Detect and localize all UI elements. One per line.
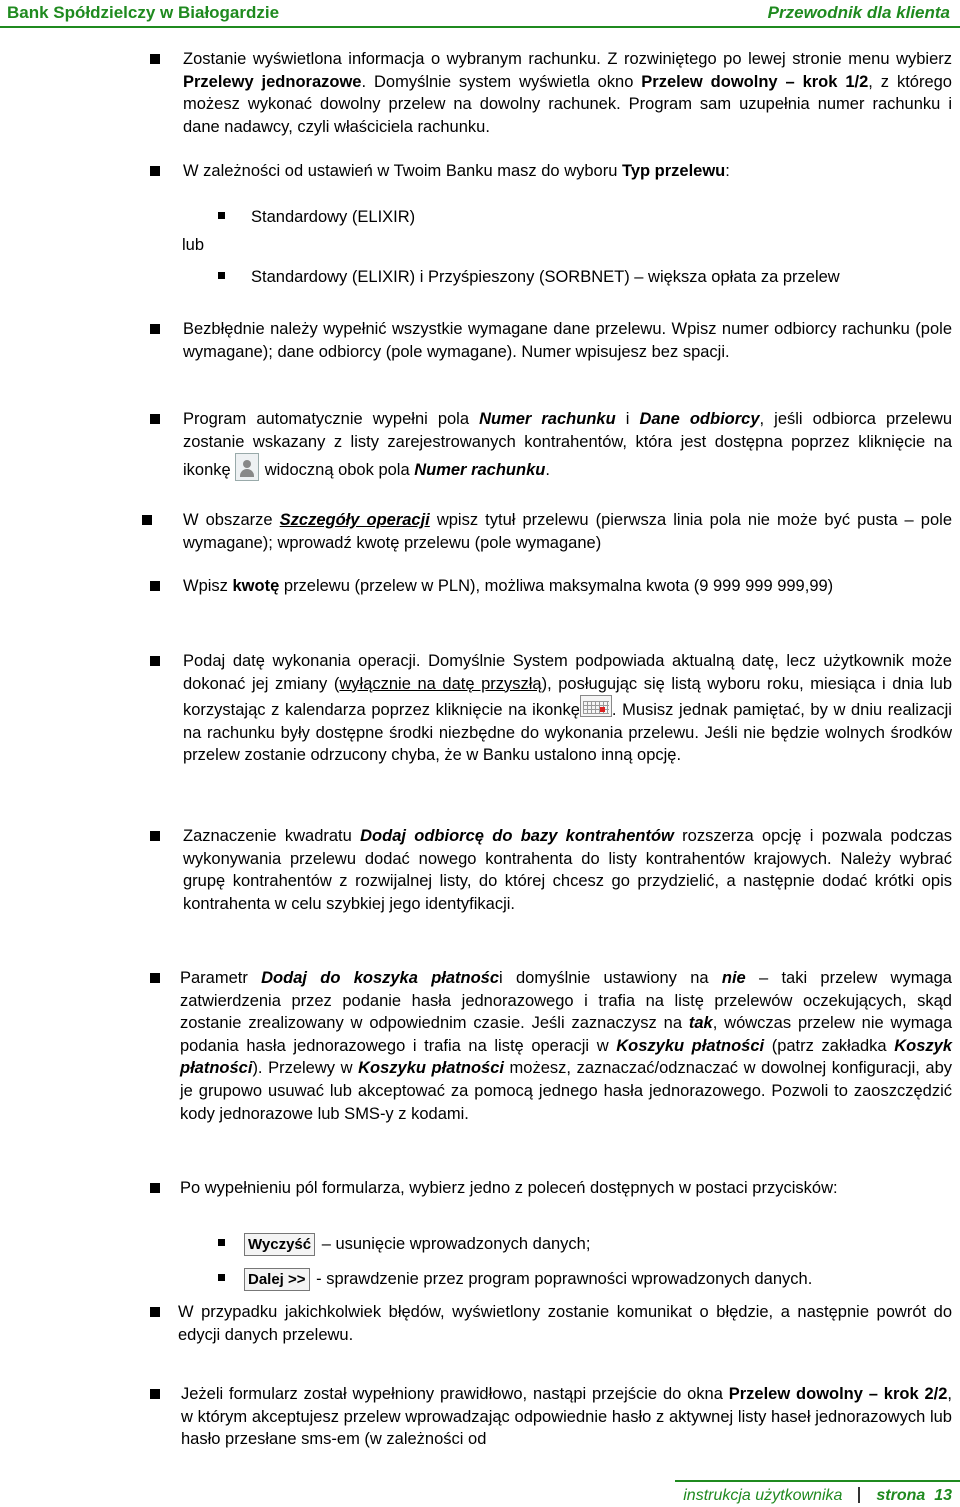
bullet-paragraph-7: Podaj datę wykonania operacji. Domyślnie System podpowiada aktualną datę, lecz użytkownik może dokonać jej zmiany (wyłącznie na datę przyszłą), posługując się listą wyboru roku, miesiąca i dnia lub korzystając z kalendarza poprzez kliknięcie na ikonkę . Musisz jednak pamiętać, by w dniu realizacji na rachunku były dostępne środki niezbędne do wykonania przelewu. Jeśli nie będzie wolnych środków przelew zostanie odrzucony chyba, że w Banku ustalono inną opcję. <box>150 650 952 767</box>
guide-title: Przewodnik dla klienta <box>767 3 950 22</box>
footer-divider <box>675 1480 960 1482</box>
sub-bullet-icon <box>218 1239 225 1246</box>
bank-name: Bank Spółdzielczy w Białogardzie <box>7 3 280 22</box>
bullet-paragraph-4: Program automatycznie wypełni pola Numer rachunku i Dane odbiorcy, jeśli odbiorca przelewu zostanie wskazany z listy zarejestrowanych kontrahentów, która jest dostępna poprzez kliknięcie na ikonkę widoczną obok pola Numer rachunku. <box>150 408 952 482</box>
next-button-description: Dalej >> - sprawdzenie przez program poprawności wprowadzonych danych. <box>218 1268 812 1291</box>
bullet-square-icon <box>150 166 160 176</box>
footer-doc-title: instrukcja użytkownika <box>683 1487 843 1504</box>
footer-text <box>683 1487 952 1505</box>
calendar-icon[interactable] <box>580 695 612 717</box>
page-label: strona <box>876 1487 926 1504</box>
page-number: 13 <box>934 1487 952 1504</box>
bullet-square-icon <box>150 414 160 424</box>
bullet-paragraph-10: Po wypełnieniu pól formularza, wybierz jedno z poleceń dostępnych w postaci przycisków: <box>150 1177 952 1200</box>
or-label: lub <box>182 236 205 254</box>
bullet-paragraph-9: Parametr Dodaj do koszyka płatności domyślnie ustawiony na nie – taki przelew wymaga zatwierdzenia przez podanie hasła jednorazowego i trafia na listę przelewów oczekujących, skąd zostanie zrealizowany w odpowiednim czasie. Jeśli zaznaczysz na tak, wówczas przelew nie wymaga podania hasła jednorazowego i trafia na listę operacji w Koszyku płatności (patrz zakładka Koszyk płatności). Przelewy w Koszyku płatności możesz, zaznaczać/odznaczać w dowolnej konfiguracji, aby je grupowo usuwać lub akceptować za pomocą jednego hasła jednorazowego. Pozwoli to zaoszczędzić kody jednorazowe lub SMS-y z kodami. <box>150 967 952 1125</box>
page-footer <box>0 1480 960 1507</box>
bullet-paragraph-3: Bezbłędnie należy wypełnić wszystkie wymagane dane przelewu. Wpisz numer odbiorcy rachunku (pole wymagane); dane odbiorcy (pole wymagane). Numer wpisujesz bez spacji. <box>150 318 952 363</box>
bullet-paragraph-2: W zależności od ustawień w Twoim Banku masz do wyboru Typ przelewu: <box>150 160 952 183</box>
sub-bullet-icon <box>218 272 225 279</box>
next-button[interactable]: Dalej >> <box>244 1268 310 1291</box>
sub-bullet-icon <box>218 212 225 219</box>
footer-separator <box>858 1487 860 1503</box>
bullet-paragraph-1: Zostanie wyświetlona informacja o wybranym rachunku. Z rozwiniętego po lewej stronie menu wybierz Przelewy jednorazowe. Domyślnie system wyświetla okno Przelew dowolny – krok 1/2, z którego możesz wykonać dowolny przelew na dowolny rachunek. Program sam uzupełnia numer rachunku i dane nadawcy, czyli właściciela rachunku. <box>150 48 952 138</box>
clear-button-description: Wyczyść – usunięcie wprowadzonych danych; <box>218 1233 590 1256</box>
bullet-square-icon <box>150 1183 160 1193</box>
bullet-square-icon <box>150 831 160 841</box>
bullet-square-icon <box>150 1389 160 1399</box>
bullet-square-icon <box>150 1307 160 1317</box>
bullet-paragraph-12: Jeżeli formularz został wypełniony prawidłowo, nastąpi przejście do okna Przelew dowolny – krok 2/2, w którym akceptujesz przelew wprowadzając odpowiednie hasło z aktywnej listy haseł jednorazowych lub hasło przesłane sms-em (w zależności od <box>150 1383 952 1451</box>
bullet-square-icon <box>150 324 160 334</box>
bullet-square-icon <box>150 973 160 983</box>
bullet-paragraph-8: Zaznaczenie kwadratu Dodaj odbiorcę do bazy kontrahentów rozszerza opcję i pozwala podczas wykonywania przelewu dodać nowego kontrahenta do listy kontrahentów krajowych. Należy wybrać grupę kontrahentów z rozwijalnej listy, do której chcesz go przydzielić, a następnie dodać krótki opis kontrahenta w celu szybkiej jego identyfikacji. <box>150 825 952 915</box>
bullet-square-icon <box>150 581 160 591</box>
transfer-type-option-2: Standardowy (ELIXIR) i Przyśpieszony (SORBNET) – większa opłata za przelew <box>218 266 840 288</box>
bullet-square-icon <box>142 515 152 525</box>
clear-button[interactable]: Wyczyść <box>244 1233 315 1256</box>
transfer-type-option-1: Standardowy (ELIXIR) <box>218 206 415 228</box>
bullet-paragraph-6: Wpisz kwotę przelewu (przelew w PLN), możliwa maksymalna kwota (9 999 999 999,99) <box>150 575 952 598</box>
bullet-paragraph-11: W przypadku jakichkolwiek błędów, wyświetlony zostanie komunikat o błędzie, a następnie powrót do edycji danych przelewu. <box>150 1301 952 1346</box>
sub-bullet-icon <box>218 1274 225 1281</box>
bullet-paragraph-5: W obszarze Szczegóły operacji wpisz tytuł przelewu (pierwsza linia pola nie może być pusta – pole wymagane); wprowadź kwotę przelewu (pole wymagane) <box>150 509 952 554</box>
page-header <box>0 0 960 28</box>
bullet-square-icon <box>150 656 160 666</box>
contractor-list-icon[interactable] <box>235 453 259 481</box>
bullet-square-icon <box>150 54 160 64</box>
